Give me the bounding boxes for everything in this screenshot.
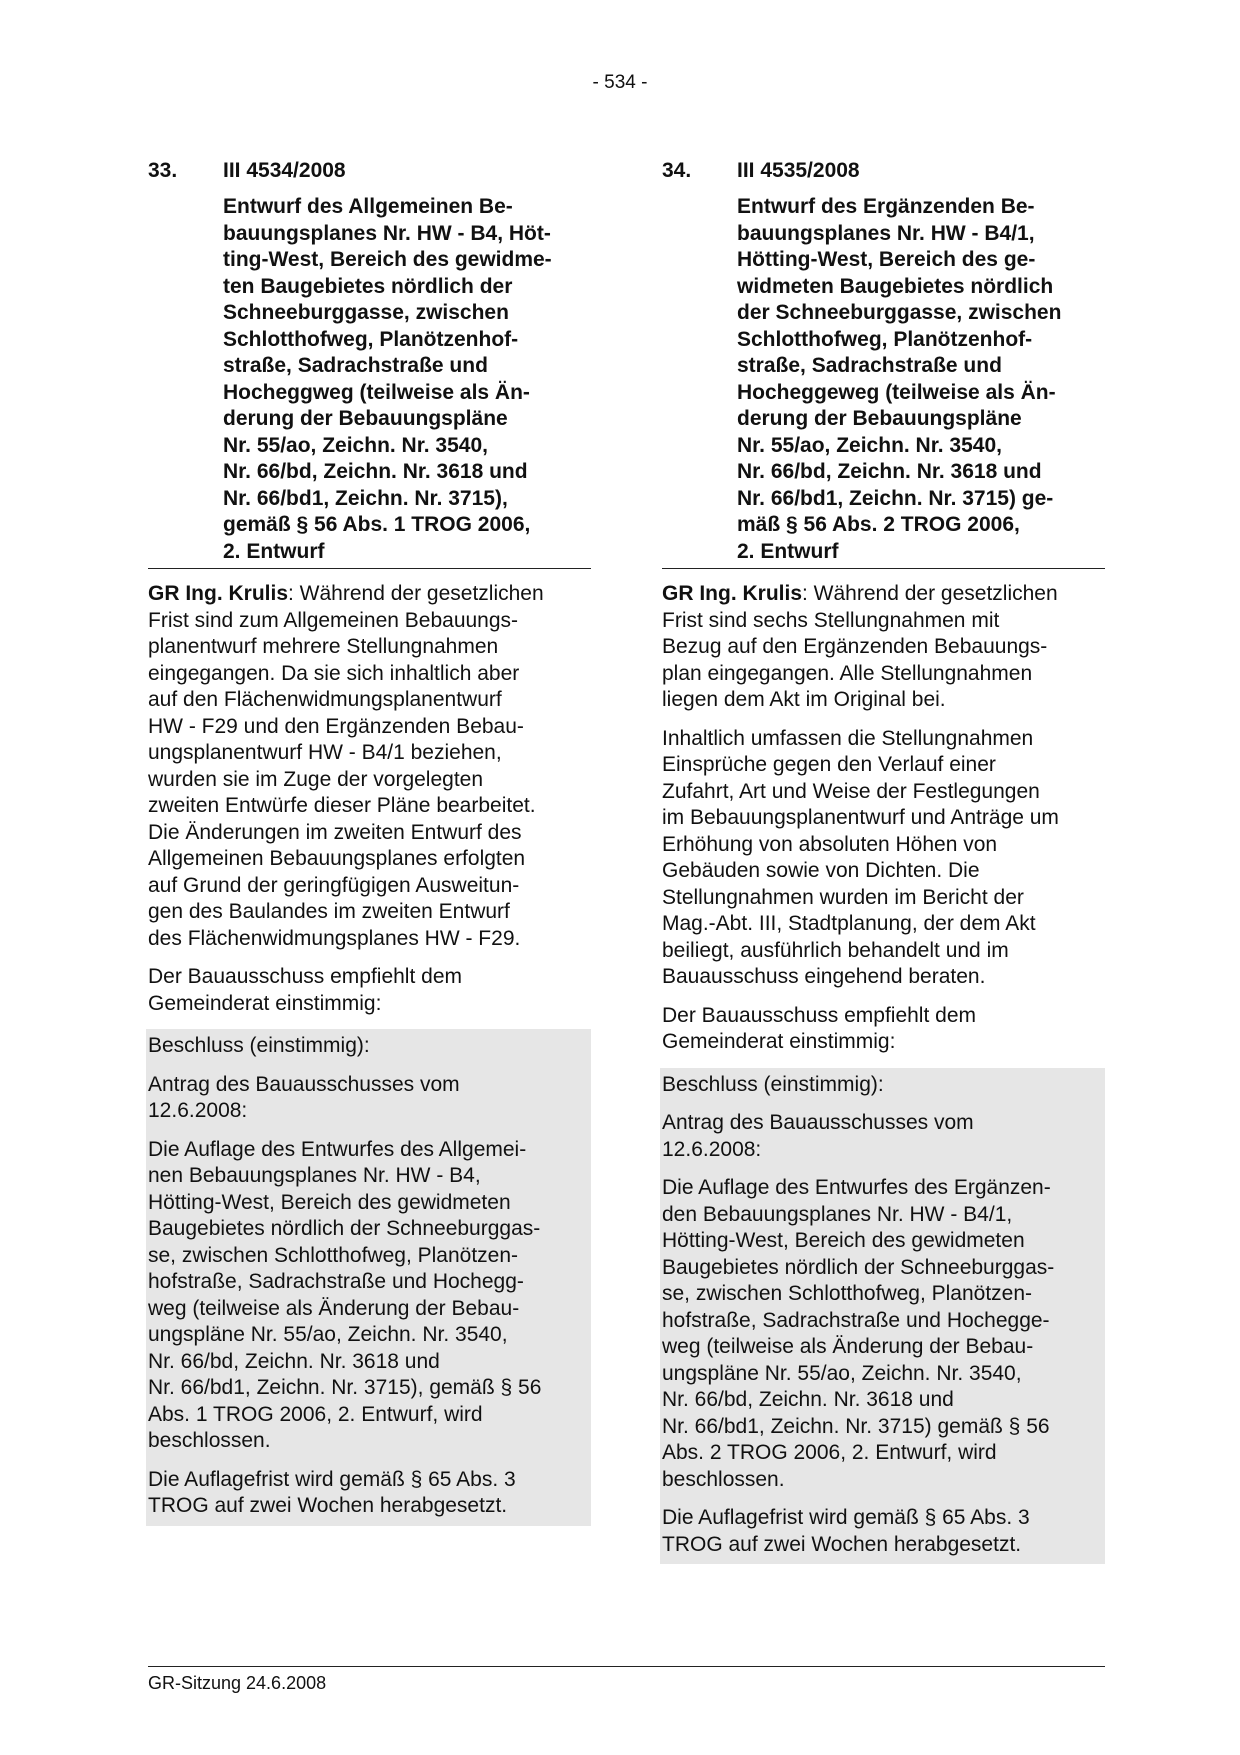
speech-paragraph <box>662 581 1105 714</box>
decision-line: beschlossen. <box>148 1429 271 1452</box>
recommendation-line: Gemeinderat einstimmig: <box>662 1030 896 1053</box>
decision-line: Nr. 66/bd1, Zeichn. Nr. 3715) gemäß § 56 <box>662 1414 1050 1438</box>
decision-line: weg (teilweise als Änderung der Bebau- <box>662 1335 1034 1358</box>
decision-line: Nr. 66/bd, Zeichn. Nr. 3618 und <box>662 1388 954 1411</box>
decision-line: Abs. 1 TROG 2006, 2. Entwurf, wird <box>148 1402 483 1426</box>
title-line: Nr. 55/ao, Zeichn. Nr. 3540, <box>223 433 488 457</box>
motion-line: Antrag des Bauausschusses vom <box>148 1072 460 1096</box>
page-footer: GR-Sitzung 24.6.2008 <box>148 1666 1105 1694</box>
item-title <box>737 194 1105 565</box>
period-line: TROG auf zwei Wochen herabgesetzt. <box>662 1532 1022 1556</box>
recommendation <box>662 1003 1105 1056</box>
resolution-box <box>146 1029 591 1526</box>
decision-line: nen Bebauungsplanes Nr. HW - B4, <box>148 1164 481 1187</box>
decision-line: Abs. 2 TROG 2006, 2. Entwurf, wird <box>662 1441 997 1464</box>
motion-line: 12.6.2008: <box>148 1099 248 1122</box>
content-line: Erhöhung von absoluten Höhen von <box>662 832 998 856</box>
title-line: ten Baugebietes nördlich der <box>223 274 513 298</box>
resolution-label: Beschluss (einstimmig): <box>148 1034 370 1057</box>
speech-line: wurden sie im Zuge der vorgelegten <box>148 767 484 791</box>
motion-line: 12.6.2008: <box>662 1137 762 1161</box>
title-line: Schlotthofweg, Planötzenhof- <box>737 327 1033 351</box>
title-line: gemäß § 56 Abs. 1 TROG 2006, <box>223 513 531 536</box>
title-line: bauungsplanes Nr. HW - B4, Höt- <box>223 221 551 245</box>
title-line: Nr. 66/bd, Zeichn. Nr. 3618 und <box>223 460 528 483</box>
resolution-label: Beschluss (einstimmig): <box>662 1072 884 1096</box>
speech-line: auf den Flächenwidmungsplanentwurf <box>148 688 502 711</box>
title-line: Entwurf des Ergänzenden Be- <box>737 195 1035 218</box>
item-title <box>223 194 591 565</box>
title-line: widmeten Baugebietes nördlich <box>737 274 1054 298</box>
speech-line: plan eingegangen. Alle Stellungnahmen <box>662 661 1033 685</box>
period-line: TROG auf zwei Wochen herabgesetzt. <box>148 1494 508 1517</box>
title-line: ting-West, Bereich des gewidme- <box>223 248 552 271</box>
item-number-line <box>148 158 591 184</box>
item-number-line <box>662 158 1105 184</box>
title-line: Hocheggweg (teilweise als Än- <box>223 380 530 404</box>
item-header <box>148 158 591 569</box>
speech-line: Bezug auf den Ergänzenden Bebauungs- <box>662 635 1048 658</box>
period-line: Die Auflagefrist wird gemäß § 65 Abs. 3 <box>662 1506 1030 1529</box>
item-reference: III 4535/2008 <box>737 159 860 182</box>
decision-line: beschlossen. <box>662 1467 785 1491</box>
title-line: straße, Sadrachstraße und <box>223 354 488 377</box>
title-line: Schlotthofweg, Planötzenhof- <box>223 327 519 351</box>
content-line: Bauausschuss eingehend beraten. <box>662 965 986 988</box>
speaker-name: GR Ing. Krulis <box>148 582 289 605</box>
motion-line: Antrag des Bauausschusses vom <box>662 1111 974 1134</box>
decision-line: se, zwischen Schlotthofweg, Planötzen- <box>662 1282 1033 1305</box>
resolution-box <box>660 1068 1105 1565</box>
speech-line <box>148 581 591 608</box>
period-text <box>148 1467 591 1520</box>
period-line: Die Auflagefrist wird gemäß § 65 Abs. 3 <box>148 1467 516 1491</box>
speech-paragraph <box>148 581 591 952</box>
speech-line: Allgemeinen Bebauungsplanes erfolgten <box>148 847 526 870</box>
decision-line: Baugebietes nördlich der Schneeburggas- <box>662 1255 1055 1279</box>
decision-line: Hötting-West, Bereich des gewidmeten <box>148 1190 511 1214</box>
decision-line: se, zwischen Schlotthofweg, Planötzen- <box>148 1243 519 1267</box>
decision-line: weg (teilweise als Änderung der Bebau- <box>148 1296 520 1320</box>
title-line: Hocheggeweg (teilweise als Än- <box>737 380 1056 404</box>
decision-line: Die Auflage des Entwurfes des Ergänzen- <box>662 1176 1051 1199</box>
speech-line: HW - F29 und den Ergänzenden Bebau- <box>148 714 524 738</box>
decision-line: Baugebietes nördlich der Schneeburggas- <box>148 1217 541 1240</box>
content-line: Stellungnahmen wurden im Bericht der <box>662 885 1024 909</box>
speech-line <box>662 581 1105 608</box>
title-line: mäß § 56 Abs. 2 TROG 2006, <box>737 513 1020 536</box>
decision-line: Nr. 66/bd, Zeichn. Nr. 3618 und <box>148 1349 440 1373</box>
title-line: der Schneeburggasse, zwischen <box>737 301 1062 324</box>
speech-text: : Während der gesetzlichen <box>288 582 544 605</box>
agenda-item-33 <box>148 158 591 1526</box>
title-line: Nr. 66/bd1, Zeichn. Nr. 3715) ge- <box>737 486 1054 510</box>
motion-heading <box>148 1072 591 1125</box>
decision-line: Nr. 66/bd1, Zeichn. Nr. 3715), gemäß § 56 <box>148 1376 542 1399</box>
speech-line: gen des Baulandes im zweiten Entwurf <box>148 900 510 923</box>
title-line: Nr. 66/bd1, Zeichn. Nr. 3715), <box>223 486 508 510</box>
speech-line: Die Änderungen im zweiten Entwurf des <box>148 820 522 844</box>
title-line: bauungsplanes Nr. HW - B4/1, <box>737 221 1035 245</box>
speech-text: : Während der gesetzlichen <box>802 582 1058 605</box>
title-line: derung der Bebauungspläne <box>737 407 1022 430</box>
agenda-item-34 <box>662 158 1105 1564</box>
recommendation-line: Der Bauausschuss empfiehlt dem <box>148 965 462 988</box>
speech-line: ungsplanentwurf HW - B4/1 beziehen, <box>148 741 502 764</box>
resolution-text <box>148 1137 591 1455</box>
content-line: im Bebauungsplanentwurf und Anträge um <box>662 806 1059 829</box>
decision-line: hofstraße, Sadrachstraße und Hochegg- <box>148 1270 524 1293</box>
title-line: straße, Sadrachstraße und <box>737 354 1002 377</box>
content-line: Zufahrt, Art und Weise der Festlegungen <box>662 779 1040 803</box>
recommendation <box>148 964 591 1017</box>
content-line: Gebäuden sowie von Dichten. Die <box>662 859 980 882</box>
recommendation-line: Gemeinderat einstimmig: <box>148 991 382 1015</box>
speech-line: liegen dem Akt im Original bei. <box>662 688 946 711</box>
speech-line: zweiten Entwürfe dieser Pläne bearbeitet. <box>148 794 536 817</box>
speech-line: Frist sind sechs Stellungnahmen mit <box>662 608 1000 632</box>
decision-line: ungspläne Nr. 55/ao, Zeichn. Nr. 3540, <box>148 1323 508 1346</box>
title-line: Hötting-West, Bereich des ge- <box>737 248 1036 271</box>
title-line: 2. Entwurf <box>737 539 839 563</box>
content-line: Mag.-Abt. III, Stadtplanung, der dem Akt <box>662 912 1036 935</box>
speech-line: des Flächenwidmungsplanes HW - F29. <box>148 926 521 950</box>
title-line: 2. Entwurf <box>223 539 325 563</box>
resolution-text <box>662 1175 1105 1493</box>
decision-line: ungspläne Nr. 55/ao, Zeichn. Nr. 3540, <box>662 1361 1022 1385</box>
speaker-name: GR Ing. Krulis <box>662 582 803 605</box>
speech-line: Frist sind zum Allgemeinen Bebauungs- <box>148 608 519 632</box>
title-line: Schneeburggasse, zwischen <box>223 301 509 324</box>
title-line: Nr. 66/bd, Zeichn. Nr. 3618 und <box>737 460 1042 483</box>
content-line: Einsprüche gegen den Verlauf einer <box>662 753 996 776</box>
content-line: beiliegt, ausführlich behandelt und im <box>662 938 1009 962</box>
decision-line: Hötting-West, Bereich des gewidmeten <box>662 1229 1025 1252</box>
title-line: Entwurf des Allgemeinen Be- <box>223 195 513 218</box>
motion-heading <box>662 1110 1105 1163</box>
decision-line: hofstraße, Sadrachstraße und Hochegge- <box>662 1308 1050 1332</box>
content-paragraph <box>662 726 1105 991</box>
item-header <box>662 158 1105 569</box>
decision-line: den Bebauungsplanes Nr. HW - B4/1, <box>662 1202 1013 1226</box>
speech-line: eingegangen. Da sie sich inhaltlich aber <box>148 661 520 685</box>
speech-line: auf Grund der geringfügigen Ausweitun- <box>148 873 520 897</box>
recommendation-line: Der Bauausschuss empfiehlt dem <box>662 1003 976 1027</box>
page-number: - 534 - <box>592 72 648 93</box>
title-line: derung der Bebauungspläne <box>223 407 508 430</box>
item-reference: III 4534/2008 <box>223 159 346 182</box>
content-line: Inhaltlich umfassen die Stellungnahmen <box>662 726 1034 750</box>
period-text <box>662 1505 1105 1558</box>
speech-line: planentwurf mehrere Stellungnahmen <box>148 635 499 658</box>
title-line: Nr. 55/ao, Zeichn. Nr. 3540, <box>737 433 1002 457</box>
item-number: 34. <box>662 159 692 182</box>
decision-line: Die Auflage des Entwurfes des Allgemei- <box>148 1137 527 1161</box>
item-number: 33. <box>148 159 178 182</box>
